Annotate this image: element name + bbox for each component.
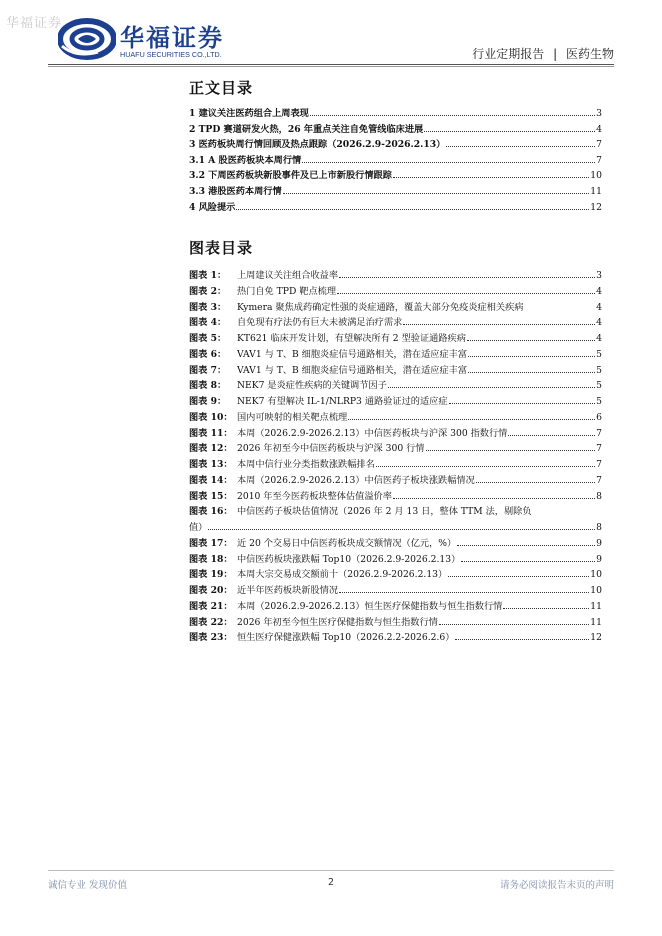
figure-entry-page: 7 (596, 443, 602, 455)
dot-leader (439, 616, 589, 625)
report-category (472, 45, 614, 62)
toc-entry[interactable] (189, 184, 602, 200)
figure-entry[interactable] (189, 567, 602, 583)
figure-entry-text: VAV1 与 T、B 细胞炎症信号通路相关，潜在适应症丰富 (237, 348, 468, 360)
report-type: 行业定期报告 (472, 47, 545, 61)
figure-entry[interactable] (189, 615, 602, 631)
toc-entry-page: 3 (596, 108, 602, 119)
dot-leader (302, 154, 595, 163)
dot-leader (508, 427, 595, 436)
figure-entry-text: KT621 临床开发计划，有望解决所有 2 型验证通路疾病 (237, 333, 466, 344)
dot-leader (339, 269, 595, 278)
dot-leader (393, 169, 589, 178)
dot-leader (468, 364, 595, 373)
figure-entry-page: 4 (596, 317, 602, 329)
toc-entry-page: 12 (590, 201, 602, 213)
toc-entry[interactable] (189, 122, 602, 138)
figure-entry-label: 图表 2： (189, 285, 227, 297)
dot-leader (476, 474, 595, 483)
figure-entry[interactable] (189, 331, 602, 347)
figure-entry[interactable] (189, 552, 602, 568)
figure-entry-text: 2026 年初至今中信医药板块与沪深 300 行情 (237, 443, 425, 455)
figure-entry[interactable] (189, 315, 602, 331)
toc-entry-page: 7 (596, 154, 602, 166)
sector-name: 医药生物 (565, 47, 614, 61)
dot-leader (455, 631, 589, 640)
figure-entry-text: 本周（2026.2.9-2026.2.13）中信医药板块与沪深 300 指数行情 (237, 427, 508, 439)
footer-divider (48, 870, 614, 871)
header-separator: | (553, 47, 558, 61)
figure-entry-label: 图表 9： (189, 396, 227, 407)
figure-entry-label: 图表 11： (189, 427, 233, 439)
figure-entry-page: 5 (596, 380, 602, 392)
dot-leader (426, 442, 596, 451)
figure-entry-label: 图表 16： (189, 506, 233, 518)
figure-entry-text: 中信医药板块涨跌幅 Top10（2026.2.9-2026.2.13） (237, 553, 461, 565)
figure-entry[interactable] (189, 284, 602, 300)
toc-entry-text: 2 TPD 赛道研发火热，26 年重点关注自免管线临床进展 (189, 123, 424, 135)
footer-motto: 诚信专业 发现价值 (48, 880, 128, 891)
figure-entry-label: 图表 18： (189, 553, 233, 565)
dot-leader (388, 379, 595, 388)
figure-entry-label: 图表 21： (189, 600, 233, 612)
figure-entry-label: 图表 3： (189, 301, 227, 313)
dot-leader (467, 332, 595, 341)
dot-leader (208, 521, 595, 530)
header-divider (48, 64, 614, 65)
figure-entry[interactable] (189, 363, 602, 379)
figure-entry-page: 10 (590, 585, 602, 596)
figure-entry-label: 图表 22： (189, 616, 233, 628)
figure-entry-page: 8 (596, 490, 602, 502)
figure-entry[interactable] (189, 378, 602, 394)
toc-entry[interactable] (189, 200, 602, 216)
toc-entry-text: 3 医药板块周行情回顾及热点跟踪（2026.2.9-2026.2.13） (189, 139, 446, 151)
brand-logo (58, 18, 248, 60)
figure-entry-text: NEK7 有望解决 IL-1/NLRP3 通路验证过的适应症 (237, 396, 448, 407)
figure-entry-text: 近 20 个交易日中信医药板块成交额情况（亿元，%） (237, 537, 457, 549)
figure-entry-text: 热门自免 TPD 靶点梳理 (237, 285, 337, 297)
figure-entry-page: 7 (596, 474, 602, 486)
figure-entry[interactable] (189, 583, 602, 599)
figure-entry-label: 图表 8： (189, 380, 227, 392)
figure-entry-page: 6 (596, 411, 602, 423)
figure-entry[interactable] (189, 473, 602, 489)
figure-entry[interactable] (189, 300, 602, 316)
huafu-swirl-icon (58, 18, 116, 60)
figure-entry-text: 本周（2026.2.9-2026.2.13）恒生医疗保健指数与恒生指数行情 (237, 600, 503, 612)
figure-entry-text: 2026 年初至今恒生医疗保健指数与恒生指数行情 (237, 616, 438, 628)
figure-entry-label: 图表 14： (189, 474, 233, 486)
dot-leader (337, 285, 595, 294)
contents-title: 正文目录 (189, 79, 254, 97)
page-number: 2 (327, 877, 335, 888)
figure-entry[interactable] (189, 268, 602, 284)
figure-entry-text: 自免现有疗法仍有巨大未被满足治疗需求 (237, 317, 403, 329)
figure-entry-page: 9 (596, 553, 602, 565)
figure-entry-text: 中信医药子板块估值情况（2026 年 2 月 13 日，整体 TTM 法，剔除负 (237, 506, 532, 518)
dot-leader (457, 537, 595, 546)
toc-entry[interactable] (189, 106, 602, 122)
figure-entry[interactable] (189, 394, 602, 410)
figures-list (189, 268, 602, 646)
toc-entry-text: 4 风险提示 (189, 201, 236, 213)
figure-entry-text: NEK7 是炎症性疾病的关键调节因子 (237, 380, 387, 392)
figure-entry-label: 图表 12： (189, 443, 233, 455)
figure-entry-page: 8 (596, 522, 602, 533)
toc-entry-page: 10 (590, 170, 602, 182)
dot-leader (448, 568, 589, 577)
dot-leader (339, 584, 589, 593)
figure-entry-text: VAV1 与 T、B 细胞炎症信号通路相关，潜在适应症丰富 (237, 364, 468, 376)
figure-entry-label: 图表 6： (189, 348, 227, 360)
footer-disclaimer: 请务必阅读报告末页的声明 (499, 880, 614, 891)
figure-entry-label: 图表 5： (189, 333, 227, 344)
figure-entry-text: 值） (189, 522, 208, 533)
figure-entry-page: 10 (590, 569, 602, 581)
toc-entry[interactable] (189, 153, 602, 169)
dot-leader (348, 411, 595, 420)
figure-entry[interactable] (189, 347, 602, 363)
brand-name-en: HUAFU SECURITIES CO.,LTD. (120, 50, 222, 59)
contents-list (189, 106, 602, 215)
brand-name-cn: 华福证券 (120, 24, 224, 52)
dot-leader (393, 490, 595, 499)
figure-entry-page: 9 (596, 537, 602, 549)
figure-entry-text: 本周中信行业分类指数涨跌幅排名 (237, 459, 375, 470)
figure-entry[interactable] (189, 489, 602, 505)
figure-entry[interactable] (189, 426, 602, 442)
figure-entry-text: 2010 年至今医药板块整体估值溢价率 (237, 490, 392, 502)
figure-entry-label: 图表 7： (189, 364, 227, 376)
toc-entry-page: 7 (596, 139, 602, 151)
dot-leader (446, 138, 595, 147)
toc-entry-text: 3.2 下周医药板块新股事件及已上市新股行情跟踪 (189, 170, 392, 182)
dot-leader (283, 185, 590, 194)
figure-entry-page: 7 (596, 427, 602, 439)
figure-entry-label: 图表 13： (189, 459, 233, 470)
figure-entry-page: 11 (590, 600, 602, 612)
toc-entry-text: 1 建议关注医药组合上周表现 (189, 108, 309, 119)
figure-entry-label: 图表 23： (189, 632, 233, 644)
figure-entry[interactable] (189, 441, 602, 457)
figure-entry-page: 4 (596, 333, 602, 344)
figure-entry[interactable] (189, 457, 602, 473)
figure-entry[interactable] (189, 504, 602, 520)
figure-entry-text: 本周大宗交易成交额前十（2026.2.9-2026.2.13） (237, 569, 448, 581)
dot-leader (403, 316, 595, 325)
figure-entry-text: 上周建议关注组合收益率 (237, 270, 339, 281)
figure-entry-label: 图表 17： (189, 537, 233, 549)
figure-entry-label: 图表 20： (189, 585, 233, 596)
dot-leader (449, 395, 596, 404)
figure-entry[interactable] (189, 536, 602, 552)
figure-entry-label: 图表 19： (189, 569, 233, 581)
dot-leader (376, 458, 595, 467)
dot-leader (236, 201, 589, 210)
figure-entry-label: 图表 15： (189, 490, 233, 502)
figures-title: 图表目录 (189, 239, 254, 257)
figure-entry-page: 3 (596, 270, 602, 281)
dot-leader (424, 123, 595, 132)
figure-entry-page: 11 (590, 616, 602, 628)
toc-entry-page: 11 (590, 185, 602, 197)
figure-entry-page: 4 (596, 285, 602, 297)
figure-entry-label: 图表 1： (189, 270, 227, 281)
figure-entry[interactable] (189, 599, 602, 615)
toc-entry-text: 3.3 港股医药本周行情 (189, 185, 282, 197)
watermark: 华福证券 (6, 16, 63, 31)
figure-entry-text: 国内可映射的相关靶点梳理 (237, 411, 348, 423)
figure-entry-page: 12 (590, 632, 602, 644)
figure-entry[interactable] (189, 520, 602, 536)
figure-entry-page: 5 (596, 364, 602, 376)
toc-entry-page: 4 (596, 123, 602, 135)
header-divider-thin (48, 66, 614, 67)
toc-entry-text: 3.1 A 股医药板块本周行情 (189, 154, 302, 166)
figure-entry-page: 5 (596, 348, 602, 360)
figure-entry-label: 图表 10： (189, 411, 233, 423)
figure-entry-label: 图表 4： (189, 317, 227, 329)
figure-entry-page: 5 (596, 396, 602, 407)
figure-entry-text: Kymera 聚焦成药确定性强的炎症通路，覆盖大部分免疫炎症相关疾病 (237, 301, 524, 313)
dot-leader (503, 600, 589, 609)
toc-entry[interactable] (189, 137, 602, 153)
figure-entry-page: 4 (596, 301, 602, 313)
dot-leader (310, 107, 595, 116)
dot-leader (468, 348, 595, 357)
figure-entry-text: 本周（2026.2.9-2026.2.13）中信医药子板块涨跌幅情况 (237, 474, 475, 486)
toc-entry[interactable] (189, 168, 602, 184)
figure-entry-text: 近半年医药板块新股情况 (237, 585, 339, 596)
dot-leader (461, 553, 595, 562)
figure-entry[interactable] (189, 410, 602, 426)
figure-entry[interactable] (189, 630, 602, 646)
figure-entry-page: 7 (596, 459, 602, 470)
figure-entry-text: 恒生医疗保健涨跌幅 Top10（2026.2.2-2026.2.6） (237, 632, 455, 644)
